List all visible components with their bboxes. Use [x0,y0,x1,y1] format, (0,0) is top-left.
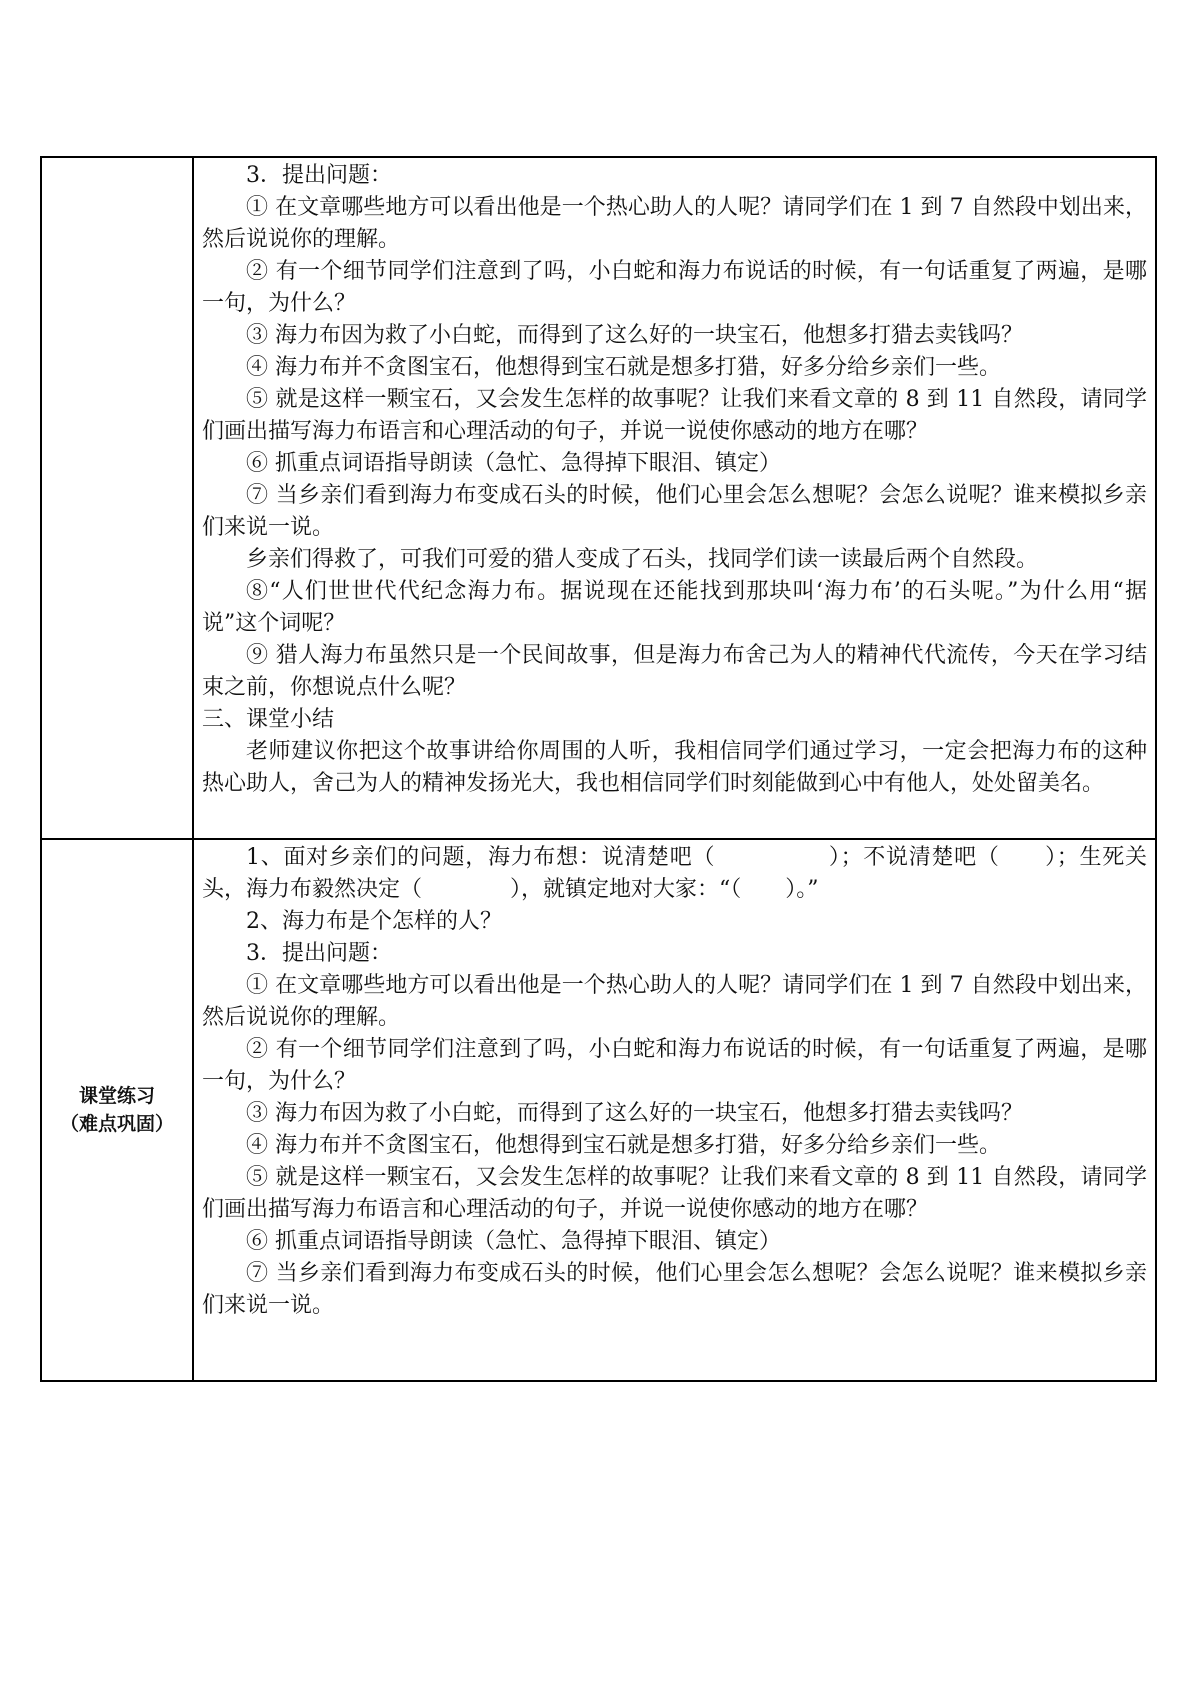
exercise-label: 课堂练习 [78,1085,155,1107]
paragraph: ② 有一个细节同学们注意到了吗，小白蛇和海力布说话的时候，有一句话重复了两遍，是哪一句，为什么？ [202,1037,1147,1094]
paragraph: ⑨ 猎人海力布虽然只是一个民间故事，但是海力布舍己为人的精神代代流传，今天在学习结束之前，你想说点什么呢？ [202,643,1147,700]
exercise-text [194,840,1155,1332]
content-cell-exercise [193,839,1156,1381]
paragraph: ③ 海力布因为救了小白蛇，而得到了这么好的一块宝石，他想多打猎去卖钱吗？ [246,323,1023,348]
paragraph: 3．提出问题： [246,941,392,966]
paragraph: ⑦ 当乡亲们看到海力布变成石头的时候，他们心里会怎么想呢？会怎么说呢？谁来模拟乡亲们来说一说。 [202,483,1147,540]
paragraph: ⑤ 就是这样一颗宝石，又会发生怎样的故事呢？让我们来看文章的 8 到 11 自然段，请同学们画出描写海力布语言和心理活动的句子，并说一说使你感动的地方在哪？ [202,387,1147,444]
paragraph: 老师建议你把这个故事讲给你周围的人听，我相信同学们通过学习，一定会把海力布的这种热心助人，舍己为人的精神发扬光大，我也相信同学们时刻能做到心中有他人，处处留美名。 [202,739,1147,796]
paragraph: ④ 海力布并不贪图宝石，他想得到宝石就是想多打猎，好多分给乡亲们一些。 [246,1133,1001,1158]
paragraph: ⑦ 当乡亲们看到海力布变成石头的时候，他们心里会怎么想呢？会怎么说呢？谁来模拟乡亲们来说一说。 [202,1261,1147,1318]
paragraph: ② 有一个细节同学们注意到了吗，小白蛇和海力布说话的时候，有一句话重复了两遍，是哪一句，为什么？ [202,259,1147,316]
paragraph: ⑥ 抓重点词语指导朗读（急忙、急得掉下眼泪、镇定） [246,1229,781,1254]
paragraph: ① 在文章哪些地方可以看出他是一个热心助人的人呢？请同学们在 1 到 7 自然段中划出来，然后说说你的理解。 [202,973,1147,1030]
paragraph: 乡亲们得救了，可我们可爱的猎人变成了石头，找同学们读一读最后两个自然段。 [246,547,1039,572]
paragraph: ⑧“人们世世代代纪念海力布。据说现在还能找到那块叫‘海力布’的石头呢。”为什么用“据说”这个词呢？ [202,579,1147,636]
lesson-steps-text [194,158,1155,810]
paragraph: ③ 海力布因为救了小白蛇，而得到了这么好的一块宝石，他想多打猎去卖钱吗？ [246,1101,1023,1126]
paragraph: 2、海力布是个怎样的人？ [246,909,502,934]
paragraph: ④ 海力布并不贪图宝石，他想得到宝石就是想多打猎，好多分给乡亲们一些。 [246,355,1001,380]
paragraph: ① 在文章哪些地方可以看出他是一个热心助人的人呢？请同学们在 1 到 7 自然段中划出来，然后说说你的理解。 [202,195,1147,252]
paragraph: ⑤ 就是这样一颗宝石，又会发生怎样的故事呢？让我们来看文章的 8 到 11 自然段，请同学们画出描写海力布语言和心理活动的句子，并说一说使你感动的地方在哪？ [202,1165,1147,1222]
exercise-sublabel: （难点巩固） [59,1113,174,1135]
row-label-cell-empty [41,157,193,839]
content-cell-lesson-steps [193,157,1156,839]
paragraph: 3．提出问题： [246,163,392,188]
lesson-plan-table [40,156,1157,1382]
paragraph: 三、课堂小结 [202,707,335,732]
table-row [41,157,1156,839]
paragraph: ⑥ 抓重点词语指导朗读（急忙、急得掉下眼泪、镇定） [246,451,781,476]
row-label-cell-exercise [41,839,193,1381]
table-row [41,839,1156,1381]
paragraph: 1、面对乡亲们的问题，海力布想：说清楚吧（ ）；不说清楚吧（ ）；生死关头，海力布毅然决定（ ），就镇定地对大家：“（ ）。” [202,845,1147,902]
